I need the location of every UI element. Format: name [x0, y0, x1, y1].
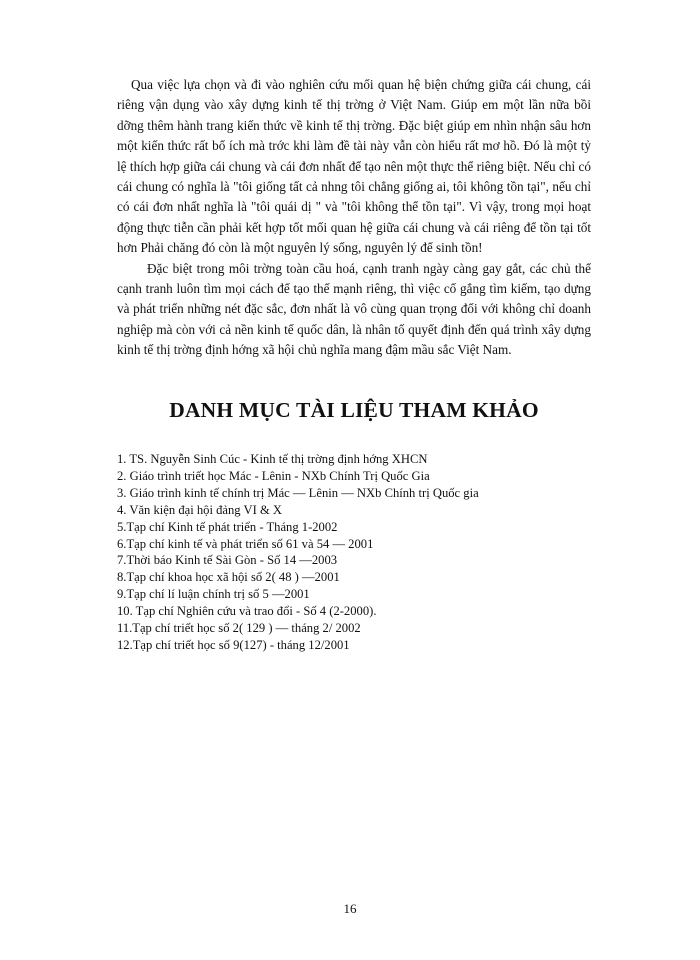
- paragraph: Đặc biệt trong môi trờng toàn cầu hoá, cạnh tranh ngày càng gay gắt, các chủ thể cạnh tranh luôn tìm mọi cách để tạo thế mạnh riêng, thì việc cố gắng tìm kiếm, tạo dựng và phát triển những nét đặc sắc, đơn nhất là vô cùng quan trọng đối với không chỉ doanh nghiệp mà còn với cả nền kinh tế quốc dân, là nhân tố quyết định đến quá trình xây dựng kinh tế thị trờng định hớng xã hội chủ nghĩa mang đậm mầu sắc Việt Nam.: [117, 260, 591, 358]
- reference-item: 10. Tạp chí Nghiên cứu và trao đổi - Số 4 (2-2000).: [117, 604, 377, 619]
- paragraph: Qua việc lựa chọn và đi vào nghiên cứu mối quan hệ biện chứng giữa cái chung, cái riêng vận dụng vào xây dựng kinh tế thị trờng ở Việt Nam. Giúp em một lần nữa bồi dỡng thêm hành trang kiến thức về kinh tế thị trờng. Đặc biệt giúp em nhìn nhận sâu hơn một kiến thức rất bổ ích mà trớc khi làm đề tài này vẫn còn hiểu rất mơ hồ. Đó là một tỷ lệ thích hợp giữa cái chung và cái đơn nhất để tạo nên một thực thể riêng biệt. Nếu chỉ có cái chung có nghĩa là "tôi giống tất cả nhng tôi chẳng giống ai, tôi không tồn tại", nếu chỉ có cái đơn nhất nghĩa là "tôi quái dị " và "tôi không thể tồn tại". Vì vậy, trong mọi hoạt động thực tiễn cần phải kết hợp tốt mối quan hệ giữa cái chung và cái riêng để tồn tại tốt hơn Phải chăng đó còn là một nguyên lý sống, nguyên lý để sinh tồn!: [117, 77, 591, 256]
- references-heading: DANH MỤC TÀI LIỆU THAM KHẢO: [169, 398, 539, 422]
- reference-item: 8.Tạp chí khoa học xã hội số 2( 48 ) —2001: [117, 570, 340, 585]
- reference-item: 1. TS. Nguyễn Sinh Cúc - Kinh tế thị trờng định hớng XHCN: [117, 452, 428, 466]
- reference-item: 11.Tạp chí triết học số 2( 129 ) — tháng 2/ 2002: [117, 621, 361, 636]
- reference-item: 9.Tạp chí lí luận chính trị số 5 —2001: [117, 587, 310, 602]
- reference-item: 2. Giáo trình triết học Mác - Lênin - NXb Chính Trị Quốc Gia: [117, 468, 430, 483]
- body-text: [117, 75, 591, 361]
- reference-item: 3. Giáo trình kinh tế chính trị Mác — Lênin — NXb Chính trị Quốc gia: [117, 485, 479, 500]
- reference-item: 7.Thời báo Kinh tế Sài Gòn - Số 14 —2003: [117, 553, 338, 568]
- references-list: [117, 451, 591, 654]
- reference-item: 4. Văn kiện đại hội đảng VI & X: [117, 502, 282, 517]
- page-number: 16: [343, 901, 357, 916]
- reference-item: 5.Tạp chí Kinh tế phát triển - Tháng 1-2002: [117, 519, 338, 534]
- reference-item: 12.Tạp chí triết học số 9(127) - tháng 12/2001: [117, 637, 350, 652]
- reference-item: 6.Tạp chí kinh tế và phát triển số 61 và 54 — 2001: [117, 536, 374, 551]
